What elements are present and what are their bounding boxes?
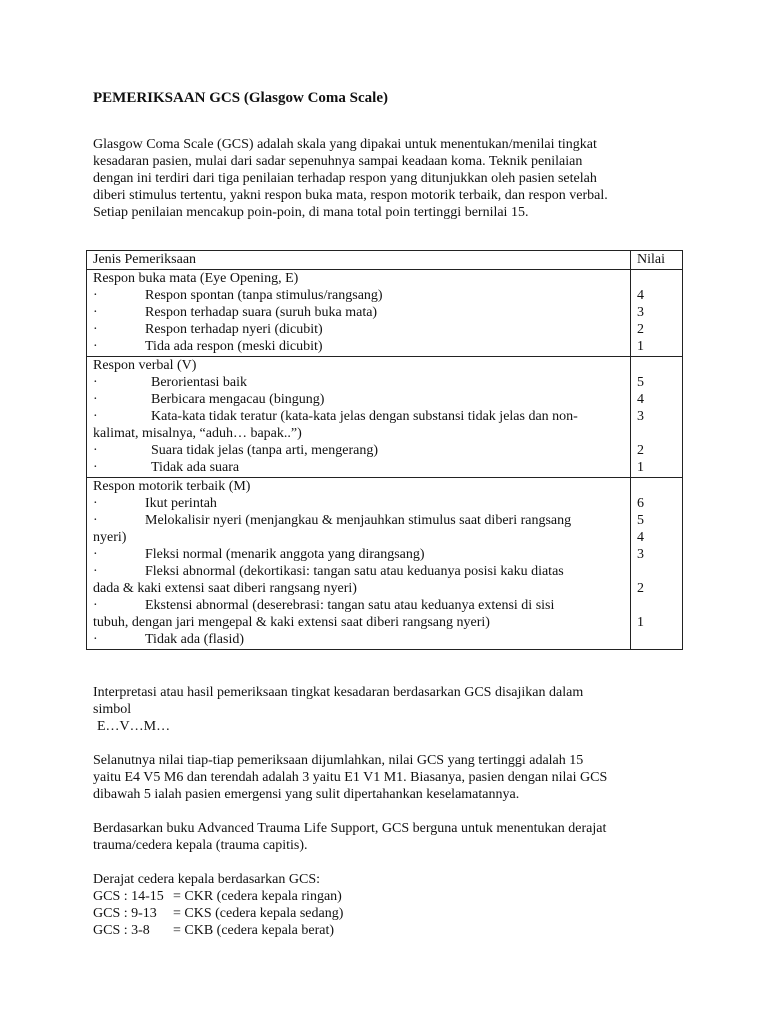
table-header-row [87,251,683,270]
atls-paragraph [93,820,683,854]
atls-line: trauma/cedera kepala (trauma capitis). [93,838,308,853]
table-row: · Ikut perintah [93,496,217,511]
table-row: · Ekstensi abnormal (deserebrasi: tangan satu atau keduanya extensi di sisi [93,598,555,613]
table-row: · Fleksi abnormal (dekortikasi: tangan satu atau keduanya posisi kaku diatas [93,564,564,579]
value-cell: 1 [637,460,644,475]
sum-line: dibawah 5 ialah pasien emergensi yang sulit dipertahankan keselamatannya. [93,787,520,802]
table-row: · Respon terhadap nyeri (dicubit) [93,322,323,337]
value-cell: 4 [637,530,644,545]
value-cell: 3 [637,305,644,320]
interpretation-block [93,684,683,939]
value-cell: 3 [637,547,644,562]
value-cell: 1 [637,615,644,630]
gcs-table [86,250,683,650]
degrees-heading: Derajat cedera kepala berdasarkan GCS: [93,872,320,887]
table-row: · Respon terhadap suara (suruh buka mata) [93,305,378,320]
motor-section [87,478,683,650]
atls-line: Berdasarkan buku Advanced Trauma Life Support, GCS berguna untuk menentukan derajat [93,821,607,836]
table-row: · Melokalisir nyeri (menjangkau & menjauhkan stimulus saat diberi rangsang [93,513,572,528]
list-item: GCS : 14-15 = CKR (cedera kepala ringan) [93,889,342,904]
value-cell: 4 [637,288,644,303]
sum-paragraph [93,752,683,803]
intro-line: kesadaran pasien, mulai dari sadar sepenuhnya sampai keadaan koma. Teknik penilaian [93,154,583,169]
value-cell: 4 [637,392,644,407]
value-cell: 3 [637,409,644,424]
motor-values [631,478,683,650]
table-row-continuation: kalimat, misalnya, “aduh… bapak..”) [93,426,302,441]
value-cell: 5 [637,375,644,390]
verbal-section [87,357,683,478]
header-jenis: Jenis Pemeriksaan [87,251,631,270]
motor-heading: Respon motorik terbaik (M) [93,479,251,494]
table-row-continuation: nyeri) [93,530,127,545]
verbal-items [87,357,631,478]
motor-items [87,478,631,650]
intro-line: Setiap penilaian mencakup poin-poin, di mana total poin tertinggi bernilai 15. [93,205,529,220]
table-row: · Berorientasi baik [93,375,248,390]
intro-line: Glasgow Coma Scale (GCS) adalah skala yang dipakai untuk menentukan/menilai tingkat [93,137,597,152]
list-item: GCS : 9-13 = CKS (cedera kepala sedang) [93,906,344,921]
value-cell: 1 [637,339,644,354]
eye-items [87,270,631,357]
table-row: · Tida ada respon (meski dicubit) [93,339,323,354]
table-row: · Berbicara mengacau (bingung) [93,392,325,407]
verbal-values [631,357,683,478]
table-row: · Suara tidak jelas (tanpa arti, mengerang) [93,443,379,458]
table-row-continuation: dada & kaki extensi saat diberi rangsang nyeri) [93,581,357,596]
intro-paragraph [93,136,683,221]
value-cell: 2 [637,443,644,458]
header-nilai: Nilai [631,251,683,270]
verbal-heading: Respon verbal (V) [93,358,197,373]
eye-values [631,270,683,357]
value-cell: 5 [637,513,644,528]
eye-section [87,270,683,357]
sum-line: yaitu E4 V5 M6 dan terendah adalah 3 yaitu E1 V1 M1. Biasanya, pasien dengan nilai GCS [93,770,608,785]
intro-line: diberi stimulus tertentu, yakni respon buka mata, respon motorik terbaik, dan respon verbal. [93,188,608,203]
page-title: PEMERIKSAAN GCS (Glasgow Coma Scale) [93,90,388,106]
value-cell: 2 [637,581,644,596]
table-row: · Tidak ada (flasid) [93,632,245,647]
document-page [93,90,683,939]
table-row: · Fleksi normal (menarik anggota yang dirangsang) [93,547,425,562]
gcs-symbol: E…V…M… [97,719,171,734]
table-row-continuation: tubuh, dengan jari mengepal & kaki extensi saat diberi rangsang nyeri) [93,615,490,630]
intro-line: dengan ini terdiri dari tiga penilaian terhadap respon yang ditunjukkan oleh pasien setelah [93,171,597,186]
eye-heading: Respon buka mata (Eye Opening, E) [93,271,299,286]
degrees-block [93,871,683,939]
table-row: · Tidak ada suara [93,460,240,475]
value-cell: 2 [637,322,644,337]
table-row: · Kata-kata tidak teratur (kata-kata jelas dengan substansi tidak jelas dan non- [93,409,578,424]
value-cell: 6 [637,496,644,511]
interpretation-line: Interpretasi atau hasil pemeriksaan tingkat kesadaran berdasarkan GCS disajikan dalam [93,685,584,700]
list-item: GCS : 3-8 = CKB (cedera kepala berat) [93,923,335,938]
sum-line: Selanutnya nilai tiap-tiap pemeriksaan dijumlahkan, nilai GCS yang tertinggi adalah 15 [93,753,584,768]
table-row: · Respon spontan (tanpa stimulus/rangsang) [93,288,383,303]
interpretation-line: simbol [93,702,132,717]
